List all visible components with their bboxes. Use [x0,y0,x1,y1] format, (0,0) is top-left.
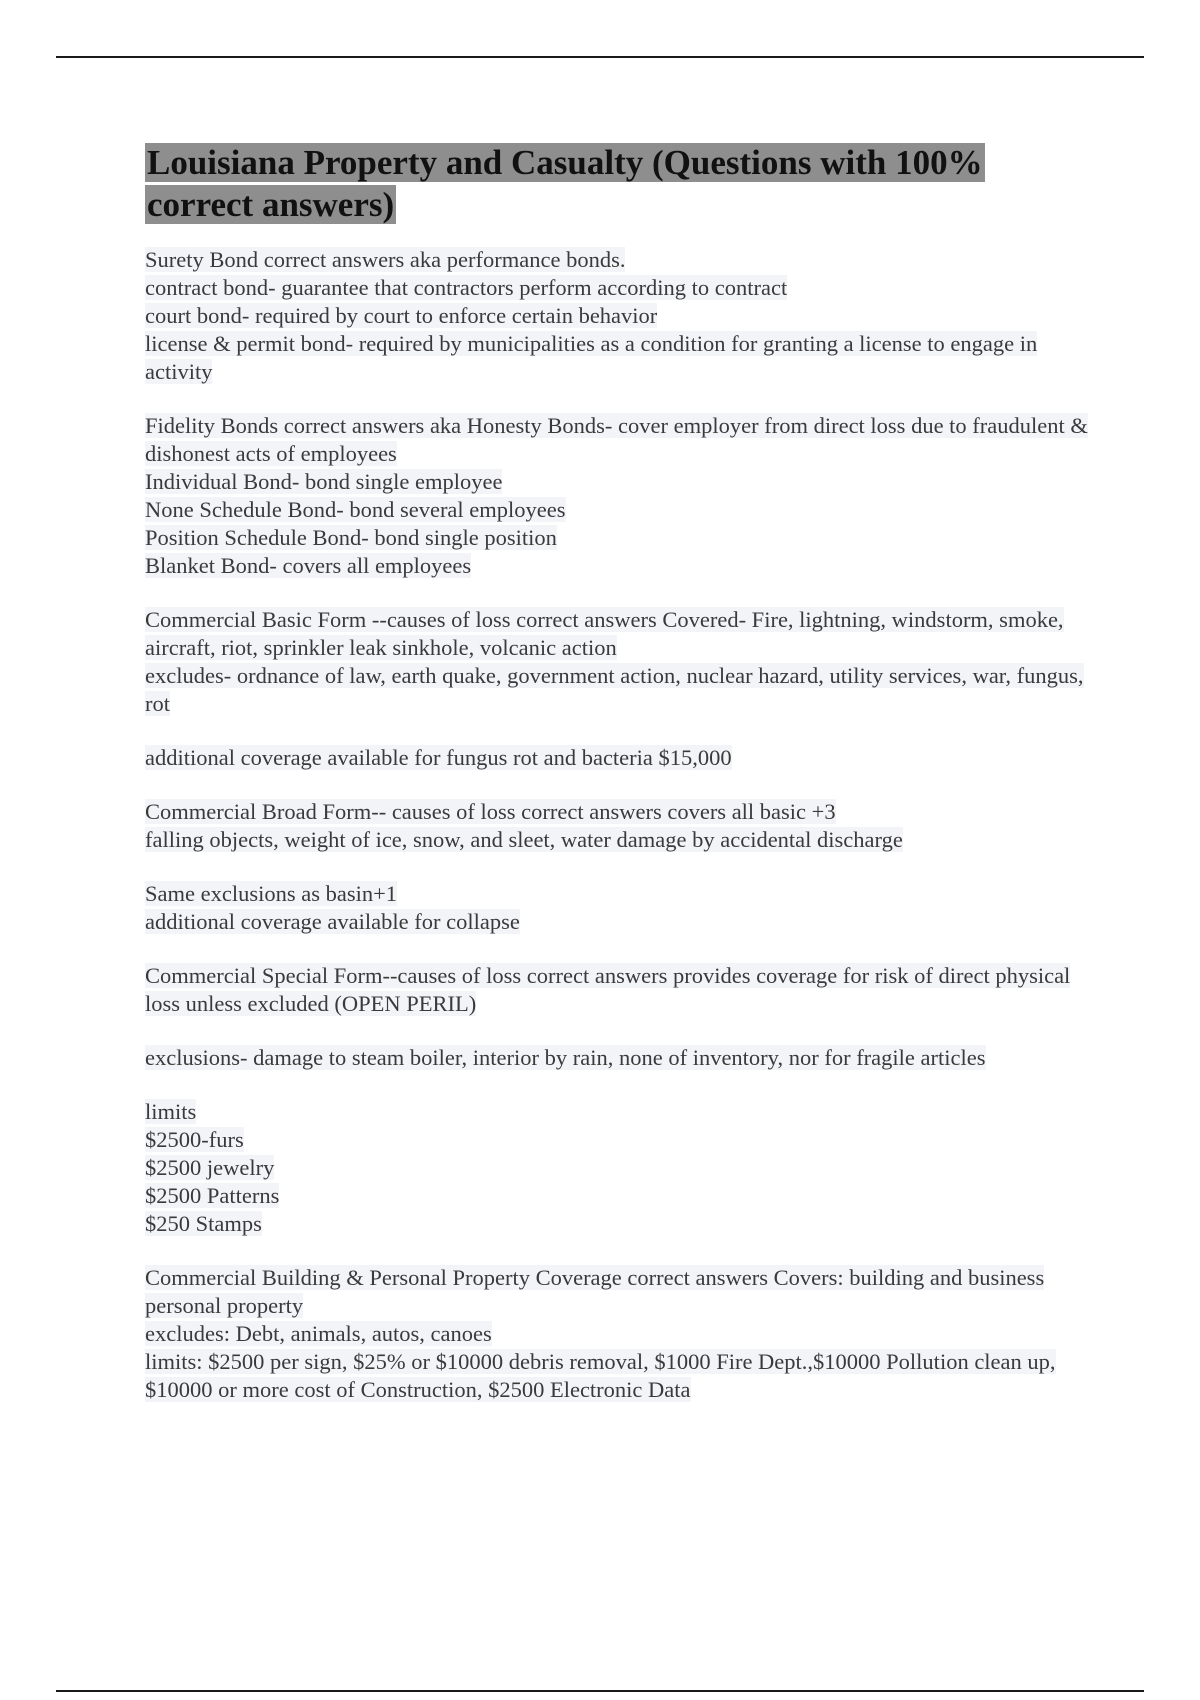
text-line: Commercial Basic Form --causes of loss correct answers Covered- Fire, lightning, windstorm, smoke, aircraft, riot, sprinkler leak sinkhole, volcanic action [145,607,1064,660]
text-line: $2500 jewelry [145,1155,275,1180]
section-fidelity-bonds [145,412,1095,580]
document-title-text: Louisiana Property and Casualty (Questions with 100% correct answers) [147,143,983,224]
text-line: $2500-furs [145,1127,244,1152]
text-line: falling objects, weight of ice, snow, and sleet, water damage by accidental discharge [145,827,903,852]
text-line: Commercial Special Form--causes of loss correct answers provides coverage for risk of direct physical loss unless excluded (OPEN PERIL) [145,963,1071,1016]
section-building-personal-property [145,1264,1095,1404]
section-additional-coverage-fungus [145,744,1095,772]
text-line: $2500 Patterns [145,1183,280,1208]
text-line: additional coverage available for collapse [145,909,520,934]
text-line: Position Schedule Bond- bond single position [145,525,557,550]
text-line: license & permit bond- required by municipalities as a condition for granting a license to engage in activity [145,331,1038,384]
page-top-rule [56,56,1144,58]
text-line: Fidelity Bonds correct answers aka Honesty Bonds- cover employer from direct loss due to fraudulent & dishonest acts of employees [145,413,1088,466]
text-line: $250 Stamps [145,1211,262,1236]
text-line: Surety Bond correct answers aka performance bonds. [145,247,626,272]
text-line: contract bond- guarantee that contractors perform according to contract [145,275,788,300]
text-line: Commercial Broad Form-- causes of loss correct answers covers all basic +3 [145,799,836,824]
text-line: limits [145,1099,197,1124]
page-bottom-rule [56,1690,1144,1692]
document-title [145,142,1095,226]
text-line: Blanket Bond- covers all employees [145,553,472,578]
section-surety-bond [145,246,1095,386]
text-line: excludes: Debt, animals, autos, canoes [145,1321,492,1346]
section-commercial-broad-form [145,798,1095,854]
text-line: limits: $2500 per sign, $25% or $10000 debris removal, $1000 Fire Dept.,$10000 Pollution clean up, $10000 or more cost of Construction, $2500 Electronic Data [145,1349,1056,1402]
text-line: court bond- required by court to enforce certain behavior [145,303,658,328]
text-line: excludes- ordnance of law, earth quake, government action, nuclear hazard, utility services, war, fungus, rot [145,663,1084,716]
text-line: Commercial Building & Personal Property Coverage correct answers Covers: building and business personal property [145,1265,1045,1318]
text-line: additional coverage available for fungus rot and bacteria $15,000 [145,745,732,770]
section-commercial-basic-form [145,606,1095,718]
section-special-form-exclusions [145,1044,1095,1072]
text-line: Individual Bond- bond single employee [145,469,503,494]
text-line: exclusions- damage to steam boiler, interior by rain, none of inventory, nor for fragile articles [145,1045,986,1070]
section-commercial-special-form [145,962,1095,1018]
text-line: None Schedule Bond- bond several employees [145,497,566,522]
section-broad-form-exclusions [145,880,1095,936]
text-line: Same exclusions as basin+1 [145,881,398,906]
section-limits [145,1098,1095,1238]
document-body [145,142,1095,1430]
